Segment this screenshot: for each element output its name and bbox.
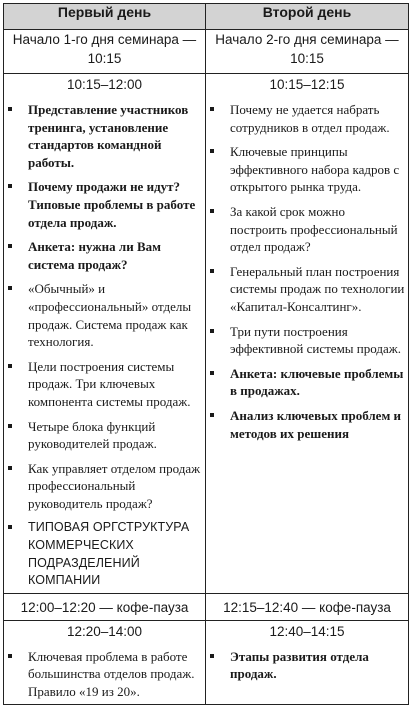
- list-item: Три пути построения эффективной системы продаж.: [206, 323, 405, 358]
- day1-block1-list: [4, 101, 205, 593]
- day2-block2-time: 12:40–14:15: [269, 623, 345, 639]
- day2-header: Второй день: [206, 4, 409, 30]
- day2-block1-list: [206, 101, 408, 445]
- block2-row: [4, 620, 409, 704]
- day1-block2: [4, 620, 206, 704]
- list-item: Почему не удается набрать сотрудников в отдел продаж.: [206, 101, 405, 136]
- list-item: Представление участников тренинга, установление стандартов командной работы.: [4, 101, 202, 171]
- day1-block2-time: 12:20–14:00: [66, 623, 143, 639]
- day1-header: Первый день: [4, 4, 206, 30]
- list-item: Почему продажи не идут? Типовые проблемы в работе отдела продаж.: [4, 178, 202, 231]
- day2-block1: [206, 74, 409, 594]
- list-item: Анкета: ключевые проблемы в продажах.: [206, 365, 405, 400]
- day2-start: Начало 2-го дня семинара — 10:15: [206, 30, 409, 74]
- day2-block2-list: [206, 648, 408, 686]
- day1-block2-list: [4, 648, 205, 704]
- break-row: [4, 593, 409, 620]
- day2-block2: [206, 620, 409, 704]
- header-row: [4, 4, 409, 30]
- list-item: За какой срок можно построить профессиональный отдел продаж?: [206, 203, 405, 256]
- list-item: Анализ ключевых проблем и методов их решения: [206, 407, 405, 442]
- list-item: Генеральный план построения системы продаж по технологии «Капитал-Консалтинг».: [206, 263, 405, 316]
- list-item: Ключевые принципы эффективного набора кадров с открытого рынка труда.: [206, 143, 405, 196]
- list-item: Ключевая проблема в работе большинства отделов продаж. Правило «19 из 20».: [4, 648, 202, 701]
- list-item: «Обычный» и «профессиональный» отделы продаж. Система продаж как технология.: [4, 280, 202, 350]
- start-row: [4, 30, 409, 74]
- day1-block1-time: 10:15–12:00: [66, 77, 143, 92]
- day2-break: 12:15–12:40 — кофе-пауза: [206, 593, 409, 620]
- block1-row: [4, 74, 409, 594]
- list-item: Анкета: нужна ли Вам система продаж?: [4, 238, 202, 273]
- seminar-schedule-table: [3, 3, 409, 705]
- day2-block1-time: 10:15–12:15: [269, 77, 345, 92]
- day1-break: 12:00–12:20 — кофе-пауза: [4, 593, 206, 620]
- list-item: Цели построения системы продаж. Три ключевых компонента системы продаж.: [4, 358, 202, 411]
- list-item: Этапы развития отдела продаж.: [206, 648, 405, 683]
- list-item: Как управляет отделом продаж профессиональный руководитель продаж?: [4, 460, 202, 513]
- list-item: ТИПОВАЯ ОРГСТРУКТУРА КОММЕРЧЕСКИХ ПОДРАЗДЕЛЕНИЙ КОМПАНИИ: [4, 519, 202, 589]
- day1-block1: [4, 74, 206, 594]
- day1-start: Начало 1-го дня семинара — 10:15: [4, 30, 206, 74]
- list-item: Четыре блока функций руководителей продаж.: [4, 418, 202, 453]
